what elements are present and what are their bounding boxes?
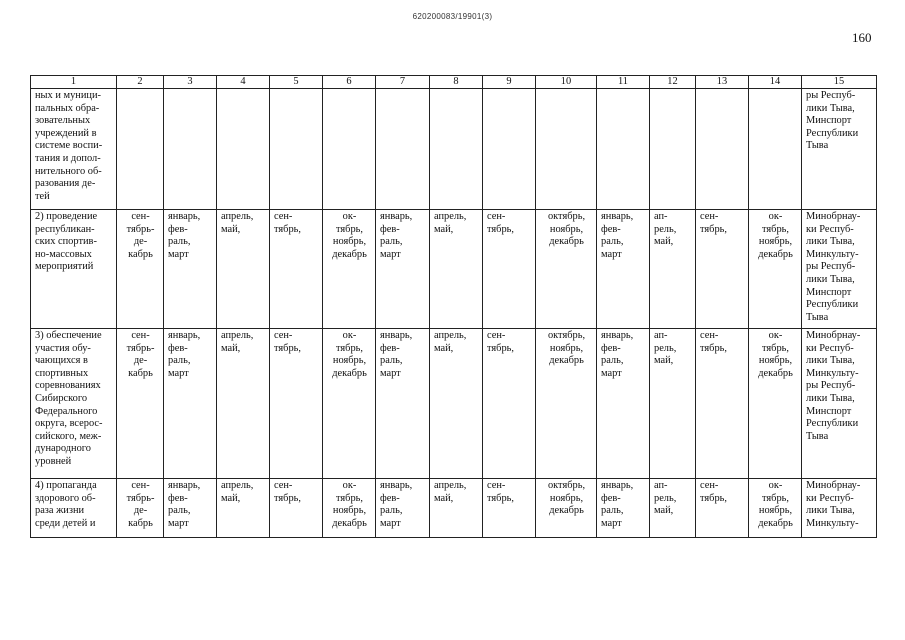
table-cell: ных и муници- пальных обра- зовательных учреждений в системе воспи- тания и допол- нительного об- разования де- тей: [31, 89, 117, 210]
table-cell: январь, фев- раль, март: [597, 479, 650, 538]
table-cell: [117, 89, 164, 210]
column-header: 7: [376, 76, 430, 89]
table-cell: ок- тябрь, ноябрь, декабрь: [323, 479, 376, 538]
table-row: [31, 210, 877, 329]
table-cell: январь, фев- раль, март: [164, 210, 217, 329]
table-header-row: [31, 76, 877, 89]
table-cell: сен- тябрь,: [483, 329, 536, 479]
schedule-table: [30, 75, 877, 538]
table-cell: январь, фев- раль, март: [597, 329, 650, 479]
table-cell: [376, 89, 430, 210]
table-cell: сен- тябрь,: [483, 210, 536, 329]
table-cell: ок- тябрь, ноябрь, декабрь: [749, 329, 802, 479]
table-cell: [430, 89, 483, 210]
table-cell: [597, 89, 650, 210]
table-cell: ок- тябрь, ноябрь, декабрь: [323, 210, 376, 329]
table-cell: Минобрнау- ки Респуб- лики Тыва, Минкульту- ры Респуб- лики Тыва, Минспорт Республики Тыва: [802, 329, 877, 479]
column-header: 9: [483, 76, 536, 89]
table-cell: Минобрнау- ки Респуб- лики Тыва, Минкульту-: [802, 479, 877, 538]
table-cell: сен- тябрь- де- кабрь: [117, 329, 164, 479]
table-cell: сен- тябрь,: [696, 210, 749, 329]
table-cell: апрель, май,: [430, 210, 483, 329]
table-cell: [650, 89, 696, 210]
column-header: 10: [536, 76, 597, 89]
table-cell: апрель, май,: [217, 329, 270, 479]
table-cell: ап- рель, май,: [650, 210, 696, 329]
column-header: 6: [323, 76, 376, 89]
table-row: [31, 89, 877, 210]
table-cell: ок- тябрь, ноябрь, декабрь: [749, 479, 802, 538]
table-cell: 4) пропаганда здорового об- раза жизни среди детей и: [31, 479, 117, 538]
table-cell: ап- рель, май,: [650, 329, 696, 479]
table-row: [31, 329, 877, 479]
column-header: 11: [597, 76, 650, 89]
table-cell: [483, 89, 536, 210]
table-cell: ры Респуб- лики Тыва, Минспорт Республики Тыва: [802, 89, 877, 210]
table-cell: [696, 89, 749, 210]
table-cell: сен- тябрь,: [270, 479, 323, 538]
table-cell: январь, фев- раль, март: [376, 479, 430, 538]
table-cell: ок- тябрь, ноябрь, декабрь: [749, 210, 802, 329]
page-number: 160: [852, 30, 872, 45]
table-cell: сен- тябрь,: [696, 479, 749, 538]
column-header: 1: [31, 76, 117, 89]
table-cell: январь, фев- раль, март: [597, 210, 650, 329]
table-cell: [749, 89, 802, 210]
table-cell: январь, фев- раль, март: [376, 329, 430, 479]
table-cell: [217, 89, 270, 210]
table-cell: [270, 89, 323, 210]
table-cell: январь, фев- раль, март: [164, 479, 217, 538]
table-cell: октябрь, ноябрь, декабрь: [536, 210, 597, 329]
column-header: 8: [430, 76, 483, 89]
table-cell: сен- тябрь,: [270, 329, 323, 479]
table-cell: октябрь, ноябрь, декабрь: [536, 329, 597, 479]
table-cell: сен- тябрь,: [483, 479, 536, 538]
table-row: [31, 479, 877, 538]
table-cell: апрель, май,: [217, 210, 270, 329]
column-header: 3: [164, 76, 217, 89]
column-header: 14: [749, 76, 802, 89]
document-id: 620200083/19901(3): [412, 12, 493, 21]
table-cell: октябрь, ноябрь, декабрь: [536, 479, 597, 538]
table-cell: сен- тябрь,: [270, 210, 323, 329]
table-cell: апрель, май,: [217, 479, 270, 538]
table-cell: ап- рель, май,: [650, 479, 696, 538]
table-cell: апрель, май,: [430, 329, 483, 479]
table-cell: Минобрнау- ки Респуб- лики Тыва, Минкульту- ры Респуб- лики Тыва, Минспорт Республики Тыва: [802, 210, 877, 329]
table-cell: сен- тябрь- де- кабрь: [117, 210, 164, 329]
table-cell: сен- тябрь- де- кабрь: [117, 479, 164, 538]
column-header: 13: [696, 76, 749, 89]
table-cell: [323, 89, 376, 210]
table-cell: 3) обеспечение участия обу- чающихся в спортивных соревнованиях Сибирского Федерального округа, всерос- сийского, меж- дународного уровней: [31, 329, 117, 479]
column-header: 5: [270, 76, 323, 89]
table-cell: апрель, май,: [430, 479, 483, 538]
table-cell: январь, фев- раль, март: [376, 210, 430, 329]
table-cell: 2) проведение республикан- ских спортив- но-массовых мероприятий: [31, 210, 117, 329]
table-cell: [536, 89, 597, 210]
table-cell: [164, 89, 217, 210]
table-cell: январь, фев- раль, март: [164, 329, 217, 479]
table-cell: сен- тябрь,: [696, 329, 749, 479]
column-header: 15: [802, 76, 877, 89]
column-header: 2: [117, 76, 164, 89]
column-header: 4: [217, 76, 270, 89]
column-header: 12: [650, 76, 696, 89]
table-cell: ок- тябрь, ноябрь, декабрь: [323, 329, 376, 479]
